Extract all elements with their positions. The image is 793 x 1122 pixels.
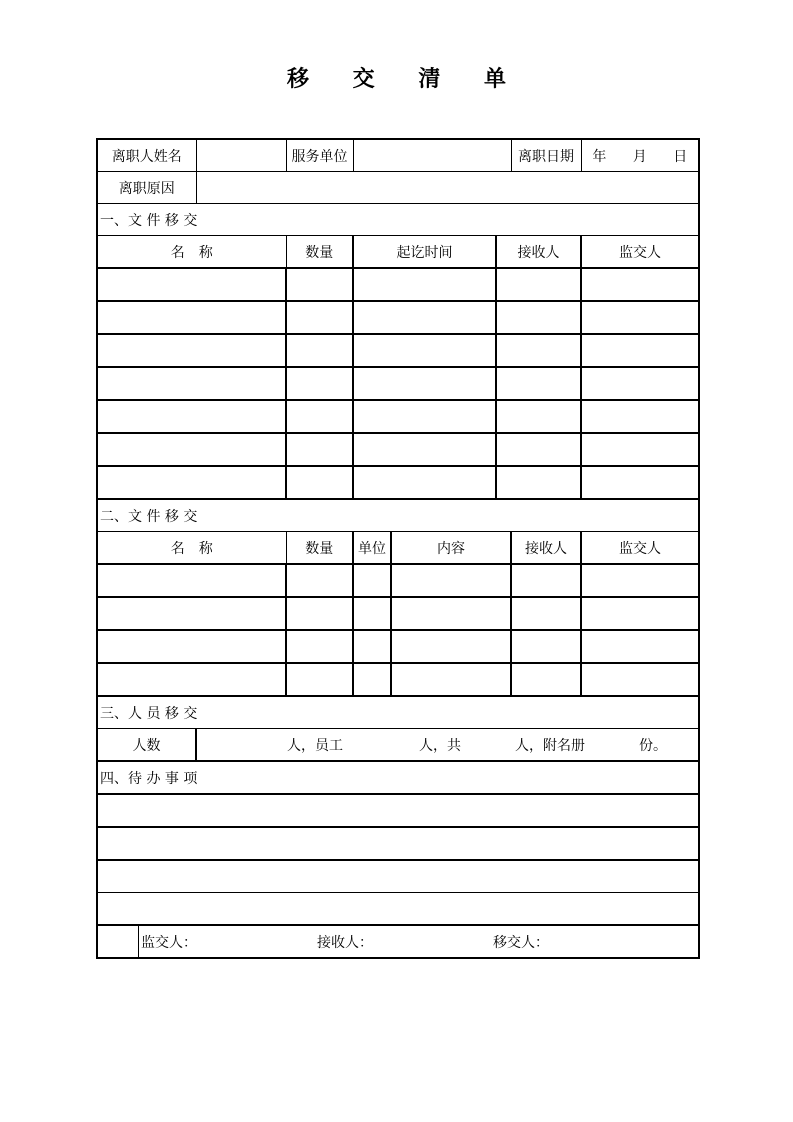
- section2-row: [97, 663, 699, 696]
- receiver-signature-label: 接收人：: [317, 934, 373, 951]
- todo-row: [97, 893, 699, 926]
- count-part-total: 人，附名册: [515, 737, 585, 754]
- section1-cell[interactable]: [286, 301, 353, 334]
- section1-cell[interactable]: [97, 433, 286, 466]
- count-part-people: 人，员工: [287, 737, 343, 754]
- section2-cell[interactable]: [511, 564, 581, 597]
- section1-cell[interactable]: [286, 334, 353, 367]
- section3-heading-row: [97, 696, 699, 729]
- todo-line[interactable]: [97, 860, 699, 893]
- section1-col-period: 起讫时间: [353, 236, 496, 269]
- section1-cell[interactable]: [97, 334, 286, 367]
- section1-cell[interactable]: [496, 367, 581, 400]
- todo-line[interactable]: [97, 893, 699, 926]
- section1-row: [97, 268, 699, 301]
- section1-cell[interactable]: [353, 268, 496, 301]
- section1-cell[interactable]: [353, 367, 496, 400]
- section1-cell[interactable]: [97, 466, 286, 499]
- section2-cell[interactable]: [286, 564, 353, 597]
- section1-row: [97, 466, 699, 499]
- section1-heading: 一、文 件 移 交: [97, 204, 699, 236]
- date-value-field[interactable]: [581, 139, 699, 172]
- section1-col-quantity: 数量: [286, 236, 353, 269]
- headcount-label: 人数: [97, 729, 196, 762]
- section1-cell[interactable]: [496, 433, 581, 466]
- section1-cell[interactable]: [97, 367, 286, 400]
- header-row: [97, 139, 699, 172]
- section1-cell[interactable]: [353, 334, 496, 367]
- section1-cell[interactable]: [581, 301, 699, 334]
- section2-row: [97, 564, 699, 597]
- section2-cell[interactable]: [286, 663, 353, 696]
- section2-cell[interactable]: [97, 630, 286, 663]
- section2-cell[interactable]: [581, 663, 699, 696]
- name-label: 离职人姓名: [97, 139, 196, 172]
- section2-col-quantity: 数量: [286, 532, 353, 565]
- section2-cell[interactable]: [353, 564, 391, 597]
- section1-cell[interactable]: [496, 466, 581, 499]
- section2-cell[interactable]: [391, 630, 511, 663]
- transferor-signature-label: 移交人：: [493, 934, 549, 951]
- section2-cell[interactable]: [581, 597, 699, 630]
- section2-cell[interactable]: [511, 597, 581, 630]
- section2-col-content: 内容: [391, 532, 511, 565]
- section4-heading-row: [97, 761, 699, 794]
- section2-col-unit: 单位: [353, 532, 391, 565]
- section1-cell[interactable]: [496, 334, 581, 367]
- section2-col-name: 名 称: [97, 532, 286, 565]
- todo-line[interactable]: [97, 794, 699, 827]
- month-label: 月: [632, 148, 647, 165]
- section1-cell[interactable]: [97, 400, 286, 433]
- section1-cell[interactable]: [581, 400, 699, 433]
- section2-col-receiver: 接收人: [511, 532, 581, 565]
- signature-row: [97, 925, 699, 958]
- count-part-staff: 人，共: [419, 737, 461, 754]
- section1-cell[interactable]: [581, 334, 699, 367]
- signature-cell: [97, 925, 699, 958]
- year-label: 年: [592, 148, 607, 165]
- section1-cell[interactable]: [353, 433, 496, 466]
- section2-row: [97, 630, 699, 663]
- section2-cell[interactable]: [353, 597, 391, 630]
- section1-cell[interactable]: [97, 301, 286, 334]
- section1-col-supervisor: 监交人: [581, 236, 699, 269]
- signature-blank-box: [98, 926, 139, 957]
- section1-cell[interactable]: [581, 367, 699, 400]
- todo-row: [97, 860, 699, 893]
- section1-row: [97, 400, 699, 433]
- section3-heading: 三、人 员 移 交: [97, 696, 699, 729]
- headcount-field[interactable]: [196, 729, 699, 762]
- section2-cell[interactable]: [353, 663, 391, 696]
- section2-column-header-row: [97, 532, 699, 565]
- section2-cell[interactable]: [286, 630, 353, 663]
- section1-row: [97, 301, 699, 334]
- section1-cell[interactable]: [496, 301, 581, 334]
- section2-cell[interactable]: [511, 663, 581, 696]
- section1-cell[interactable]: [286, 268, 353, 301]
- section1-cell[interactable]: [581, 268, 699, 301]
- section1-cell[interactable]: [286, 466, 353, 499]
- section2-cell[interactable]: [391, 564, 511, 597]
- section4-heading: 四、待 办 事 项: [97, 761, 699, 794]
- section1-row: [97, 367, 699, 400]
- section1-cell[interactable]: [496, 268, 581, 301]
- unit-label: 服务单位: [286, 139, 353, 172]
- transfer-form-table: [96, 138, 700, 959]
- section2-cell[interactable]: [511, 630, 581, 663]
- section1-row: [97, 433, 699, 466]
- section2-row: [97, 597, 699, 630]
- section1-cell[interactable]: [581, 466, 699, 499]
- section2-cell[interactable]: [97, 597, 286, 630]
- section1-col-name: 名 称: [97, 236, 286, 269]
- day-label: 日: [673, 148, 688, 165]
- section2-cell[interactable]: [391, 597, 511, 630]
- section2-col-supervisor: 监交人: [581, 532, 699, 565]
- section2-cell[interactable]: [353, 630, 391, 663]
- section1-cell[interactable]: [353, 400, 496, 433]
- section1-column-header-row: [97, 236, 699, 269]
- supervisor-signature-label: 监交人：: [141, 934, 197, 951]
- todo-row: [97, 827, 699, 860]
- section1-col-receiver: 接收人: [496, 236, 581, 269]
- count-part-copies: 份。: [639, 737, 667, 754]
- section2-heading-row: [97, 499, 699, 532]
- todo-row: [97, 794, 699, 827]
- reason-label: 离职原因: [97, 172, 196, 204]
- section1-cell[interactable]: [286, 367, 353, 400]
- reason-value-field[interactable]: [196, 172, 699, 204]
- section1-row: [97, 334, 699, 367]
- section1-cell[interactable]: [286, 433, 353, 466]
- unit-value-field[interactable]: [353, 139, 511, 172]
- personnel-count-row: [97, 729, 699, 762]
- section2-cell[interactable]: [97, 663, 286, 696]
- todo-line[interactable]: [97, 827, 699, 860]
- section2-cell[interactable]: [391, 663, 511, 696]
- section1-cell[interactable]: [353, 466, 496, 499]
- section2-cell[interactable]: [581, 630, 699, 663]
- section1-cell[interactable]: [353, 301, 496, 334]
- name-value-field[interactable]: [196, 139, 286, 172]
- section2-cell[interactable]: [581, 564, 699, 597]
- date-label: 离职日期: [511, 139, 581, 172]
- section2-cell[interactable]: [286, 597, 353, 630]
- section2-heading: 二、文 件 移 交: [97, 499, 699, 532]
- section1-cell[interactable]: [97, 268, 286, 301]
- section1-cell[interactable]: [581, 433, 699, 466]
- section1-cell[interactable]: [286, 400, 353, 433]
- section1-heading-row: [97, 204, 699, 236]
- page-title: 移 交 清 单: [287, 66, 524, 92]
- section1-cell[interactable]: [496, 400, 581, 433]
- reason-row: [97, 172, 699, 204]
- section2-cell[interactable]: [97, 564, 286, 597]
